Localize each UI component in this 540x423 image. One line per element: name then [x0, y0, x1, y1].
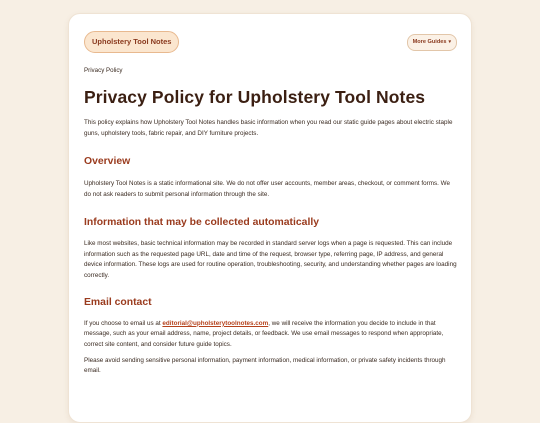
overview-paragraph: Upholstery Tool Notes is a static informational site. We do not offer user accounts, member areas, checkout, or comment forms. We do not ask readers to submit personal information through the site. — [84, 180, 450, 199]
email-contact-paragraph — [84, 319, 457, 351]
email-text-after: , we will receive the information you decide to include in that message, such as your email address, name, project details, or feedback. We use email messages to respond when appropriate, correct site content, and consider future guide topics. — [84, 319, 444, 349]
email-contact-heading: Email contact — [84, 296, 152, 308]
site-brand-link[interactable]: Upholstery Tool Notes — [84, 31, 179, 53]
auto-collection-heading: Information that may be collected automatically — [84, 216, 319, 228]
more-guides-button[interactable] — [407, 34, 457, 51]
chevron-down-icon: ▾ — [448, 39, 451, 45]
email-link[interactable]: editorial@upholsterytoolnotes.com — [162, 319, 269, 327]
top-bar — [84, 31, 457, 53]
auto-collection-paragraph: Like most websites, basic technical information may be recorded in standard server logs when a page is requested. This can include information such as the requested page URL, date and time of the request, browser type, referring page, IP address, and general device information. These logs are used for routine operation, troubleshooting, security, and understanding whether pages are loading correctly. — [84, 239, 457, 279]
intro-paragraph: This policy explains how Upholstery Tool Notes handles basic information when you read our static guide pages about electric staple guns, upholstery tools, fabric repair, and DIY furniture projects. — [84, 119, 453, 137]
page-title: Privacy Policy for Upholstery Tool Notes — [84, 87, 426, 107]
more-guides-label: More Guides — [412, 39, 447, 45]
email-avoid-paragraph: Please avoid sending sensitive personal information, payment information, medical information, or private safety incidents through email. — [84, 356, 446, 375]
content-card — [68, 13, 472, 423]
breadcrumb: Privacy Policy — [84, 67, 123, 74]
overview-heading: Overview — [84, 156, 131, 168]
email-text-before: If you choose to email us at — [84, 319, 163, 327]
